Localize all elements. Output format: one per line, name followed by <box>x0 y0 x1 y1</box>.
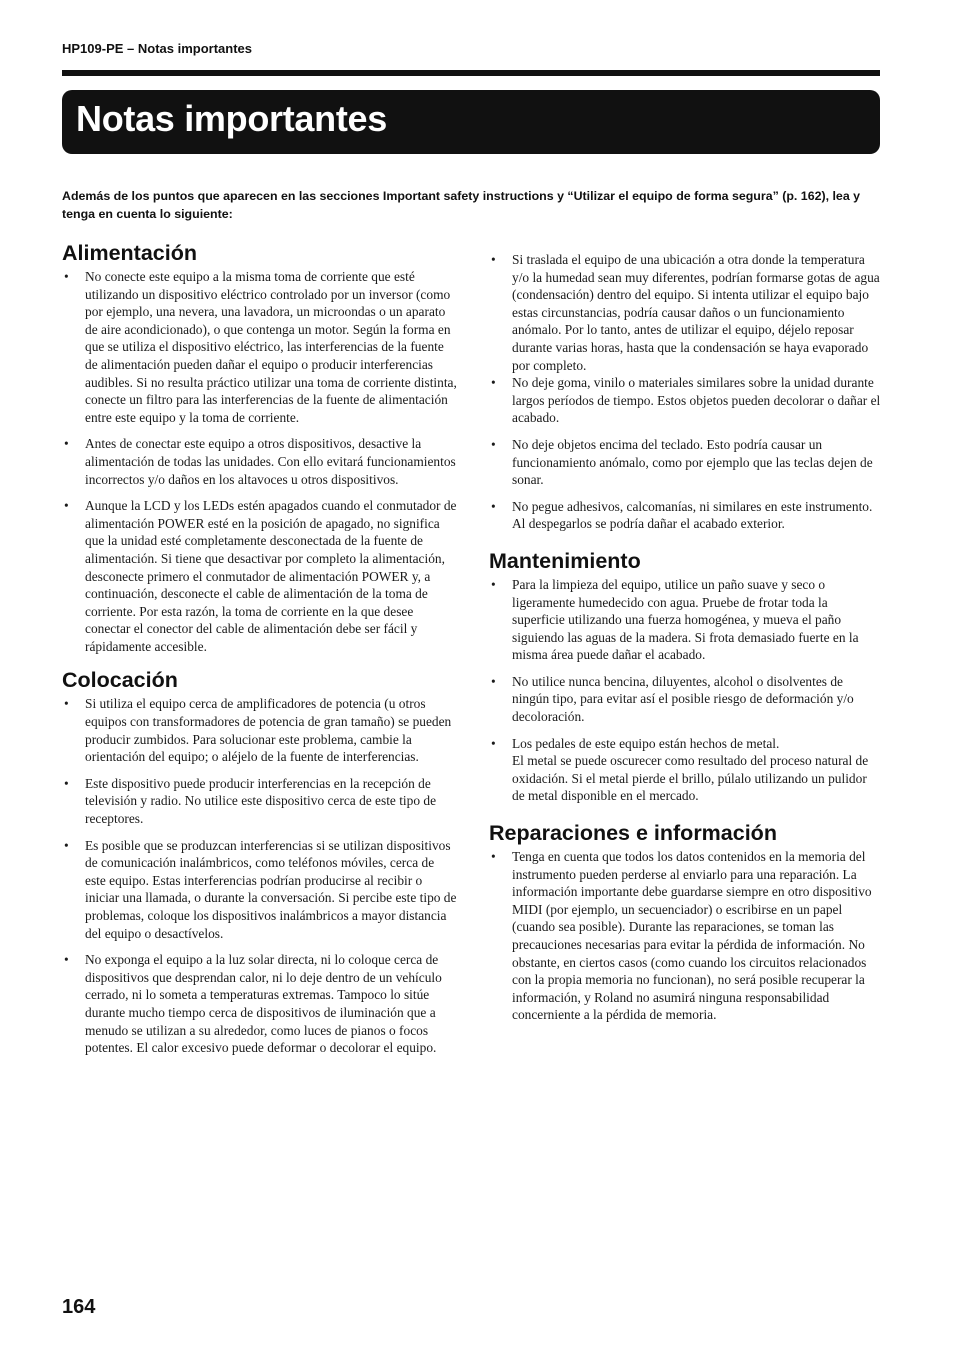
left-column <box>62 240 457 1057</box>
section-heading-alimentacion: Alimentación <box>62 241 197 265</box>
section-heading-reparaciones: Reparaciones e información <box>489 821 777 846</box>
section-mantenimiento <box>489 548 881 805</box>
list-item: • Este dispositivo puede producir interferencias en la recepción de televisión y radio. No utilice este dispositivo cerca de este tipo de receptores. <box>62 775 457 828</box>
list-item: • Tenga en cuenta que todos los datos contenidos en la memoria del instrumento pueden perderse al enviarlo para una reparación. La información importante debe guardarse siempre en otro dispositivo MIDI (por ejemplo, un secuenciador) o escribirse en un papel (cuando sea posible). Durante las reparaciones, se toman las precauciones necesarias para evitar la pérdida de información. No obstante, en ciertos casos (como cuando los circuitos relacionados con la propia memoria no funcionan), no será posible recuperar la información, y Roland no asumirá ninguna responsabilidad concerniente a la pérdida de memoria. <box>489 848 881 1024</box>
section-alimentacion <box>62 240 457 655</box>
list-item: • Para la limpieza del equipo, utilice un paño suave y seco o ligeramente humedecido con agua. Pruebe de frotar toda la superficie utilizando una fuerza homogénea, y mueva el paño siguiendo las aguas de la madera. Si frota demasiado fuerte en la misma área puede dañar el acabado. <box>489 576 881 664</box>
section-heading-mantenimiento: Mantenimiento <box>489 548 641 573</box>
reparaciones-list <box>489 848 881 1024</box>
list-item: • Es posible que se produzcan interferencias si se utilizan dispositivos de comunicación inalámbricos, como teléfonos móviles, cerca de este equipo. Estas interferencias podrían producirse al recibir o iniciar una llamada, o durante la conversación. Si percibe este tipo de problemas, coloque los dispositivos inalámbricos a mayor distancia del equipo o desactívelos. <box>62 837 457 943</box>
right-column <box>489 251 881 1024</box>
pedal-note-line2: El metal se puede oscurecer como resultado del proceso natural de oxidación. Si el metal pierde el brillo, púlalo utilizando un pulidor de metal disponible en el mercado. <box>512 753 869 804</box>
page-number: 164 <box>62 1296 96 1318</box>
alimentacion-list <box>62 268 457 655</box>
list-item: • Antes de conectar este equipo a otros dispositivos, desactive la alimentación de todas las unidades. Con ello evitará funcionamientos incorrectos y/o daños en los altavoces u otros dispositivos. <box>62 435 457 488</box>
header-rule <box>62 70 880 76</box>
section-heading-colocacion: Colocación <box>62 668 178 693</box>
page-title: Notas importantes <box>76 98 387 139</box>
list-item: • Aunque la LCD y los LEDs estén apagados cuando el conmutador de alimentación POWER esté en la posición de apagado, no significa que la unidad esté completamente desconectada de la fuente de alimentación. Si tiene que desactivar por completo la alimentación, desconecte primero el conmutador de alimentación POWER y, a continuación, desconecte el cable de alimentación de la toma de corriente. Por esta razón, la toma de corriente en la que desee conectar el conector del cable de alimentación debe ser fácil y rápidamente accesible. <box>62 497 457 655</box>
pedal-note-line1: • Los pedales de este equipo están hechos de metal. <box>512 735 780 751</box>
list-item: • Si utiliza el equipo cerca de amplificadores de potencia (u otros equipos con transformadores de potencia de gran tamaño) se pueden producir zumbidos. Para solucionar este problema, cambie la orientación del equipo; o aléjelo de la fuente de interferencias. <box>62 695 457 765</box>
list-item: • No exponga el equipo a la luz solar directa, ni lo coloque cerca de dispositivos que desprendan calor, ni lo deje dentro de un vehículo cerrado, ni lo someta a temperaturas extremas. Tampoco lo sitúe durante mucho tiempo cerca de dispositivos de iluminación que a menudo se utilizan a su alrededor, como luces de pianos o focos potentes. El calor excesivo puede deformar o decolorar el equipo. <box>62 951 457 1057</box>
colocacion-list <box>62 695 457 1056</box>
title-banner <box>62 90 880 154</box>
list-item: • No pegue adhesivos, calcomanías, ni similares en este instrumento. Al despegarlos se podría dañar el acabado exterior. <box>489 498 881 533</box>
list-item <box>489 735 881 805</box>
list-item: • No deje objetos encima del teclado. Esto podría causar un funcionamiento anómalo, como por ejemplo que las teclas dejen de sonar. <box>489 436 881 489</box>
section-reparaciones <box>489 820 881 1024</box>
intro-paragraph: Además de los puntos que aparecen en las secciones Important safety instructions y “Utilizar el equipo de forma segura” (p. 162), lea y tenga en cuenta lo siguiente: <box>62 189 861 221</box>
list-item: • No conecte este equipo a la misma toma de corriente que esté utilizando un dispositivo eléctrico controlado por un inversor (como por ejemplo, una nevera, una lavadora, un microondas o un aparato de aire acondicionado), o que contenga un motor. Según la forma en que se utiliza el dispositivo eléctrico, las interferencias de la fuente de alimentación pueden dañar el equipo o producir interferencias audibles. Si no resulta práctico utilizar una toma de corriente distinta, conecte un filtro para las interferencias de la fuente de alimentación entre este equipo y la toma de corriente. <box>62 268 457 426</box>
running-head: HP109-PE – Notas importantes <box>62 41 253 56</box>
list-item: • No utilice nunca bencina, diluyentes, alcohol o disolventes de ningún tipo, para evitar así el posible riesgo de deformación y/o decoloración. <box>489 673 881 726</box>
colocacion-continued-list <box>489 251 881 533</box>
list-item: • Si traslada el equipo de una ubicación a otra donde la temperatura y/o la humedad sean muy diferentes, podrían formarse gotas de agua (condensación) dentro del equipo. Si intenta utilizar el equipo bajo estas circunstancias, podría causar daños o un funcionamiento anómalo. Por lo tanto, antes de utilizar el equipo, déjelo reposar durante varias horas, hasta que la condensación se haya evaporado por completo. <box>489 251 881 374</box>
mantenimiento-list <box>489 576 881 805</box>
list-item: • No deje goma, vinilo o materiales similares sobre la unidad durante largos períodos de tiempo. Estos objetos pueden decolorar o dañar el acabado. <box>489 374 881 427</box>
section-colocacion <box>62 667 457 1056</box>
